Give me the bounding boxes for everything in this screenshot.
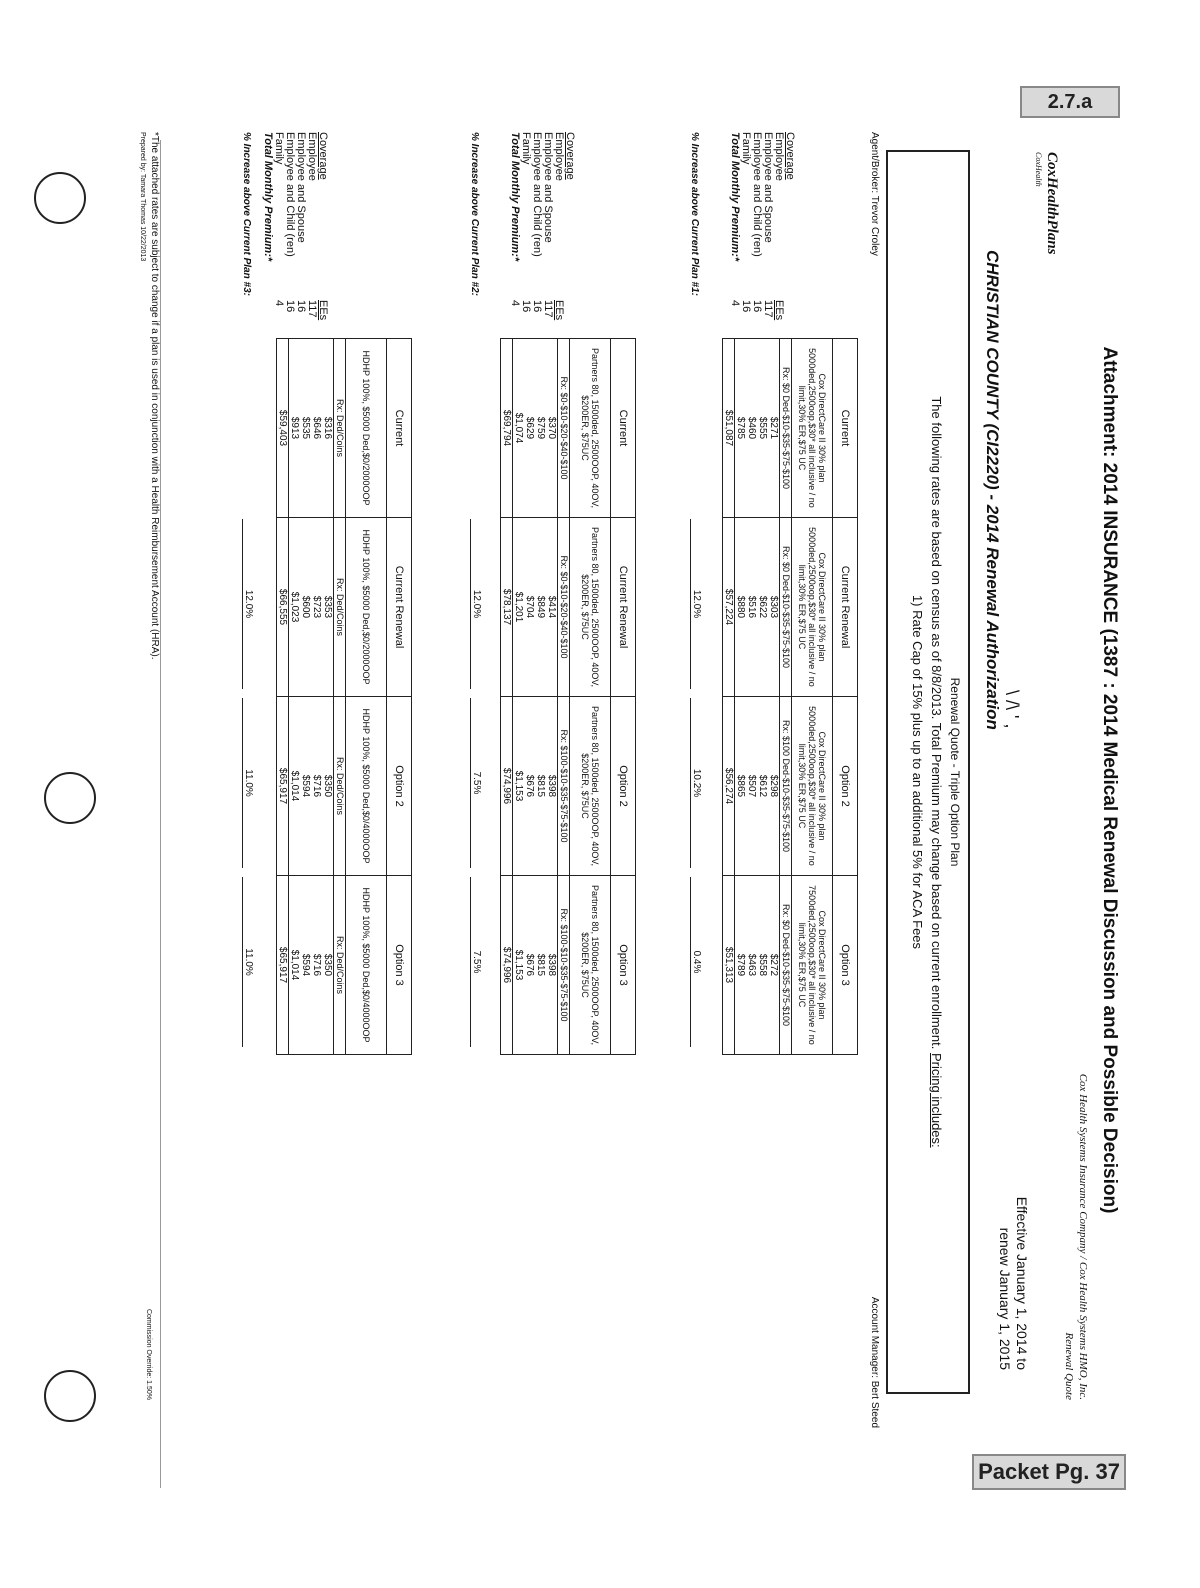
table-cell: Option 2 (387, 697, 412, 876)
account-manager: Account Manager: Bert Steed (869, 1296, 880, 1428)
table-cell: $913 (289, 339, 301, 518)
table-row (546, 339, 558, 1055)
pct-increase-value: 12.0% (470, 519, 482, 689)
table-cell: $272 (768, 876, 780, 1055)
pct-increase-label: % Increase above Current Plan #3: (241, 132, 252, 296)
table-cell: Option 3 (611, 876, 636, 1055)
pct-increase-value: 10.2% (690, 698, 702, 868)
pct-increase-value: 12.0% (690, 519, 702, 689)
table-cell: Rx: $100-$10-$35-$75-$100 (558, 876, 570, 1055)
table-cell: $463 (746, 876, 757, 1055)
table-cell: $303 (768, 518, 780, 697)
table-cell: $516 (746, 518, 757, 697)
packet-page-badge: Packet Pg. 37 (972, 1454, 1126, 1490)
table-cell: $629 (524, 339, 535, 518)
table-cell: $1,014 (289, 697, 301, 876)
table-row (300, 339, 311, 1055)
table-cell: Option 2 (611, 697, 636, 876)
table-cell: $622 (757, 518, 768, 697)
table-cell: $555 (757, 339, 768, 518)
table-cell: Rx: Ded/Coins (334, 339, 346, 518)
table-cell: HDHP 100%, $5000 Ded,$0/4000OOP (346, 876, 387, 1055)
rates-table-plan-1 (722, 338, 858, 1055)
table-cell: Current Renewal (611, 518, 636, 697)
rates-table-plan-2 (500, 338, 636, 1055)
table-cell: $316 (322, 339, 334, 518)
table-cell: $65,917 (277, 876, 289, 1055)
table-cell: Rx: $0-$10-$20-$40-$100 (558, 518, 570, 697)
table-cell: Rx: $0-$10-$20-$40-$100 (558, 339, 570, 518)
table-cell: $612 (757, 697, 768, 876)
table-cell: $74,996 (501, 697, 513, 876)
table-cell: Cox DirectCare II 30% plan 7500ded,2500oop,$30* all inclusive / no limit,30% ER,$75 UC (792, 876, 833, 1055)
table-cell: HDHP 100%, $5000 Ded,$0/2000OOP (346, 339, 387, 518)
total-row (277, 339, 289, 1055)
table-row (513, 339, 525, 1055)
table-cell: $1,153 (513, 876, 525, 1055)
table-cell: $298 (768, 697, 780, 876)
table-cell: Option 3 (833, 876, 858, 1055)
table-cell: Partners 80, 1500ded, 2500OOP, 40OV, $200ER, $75UC (570, 697, 611, 876)
binder-hole-icon (44, 772, 96, 824)
table-cell: $271 (768, 339, 780, 518)
table-cell: $759 (535, 339, 546, 518)
handwritten-mark: \ /\ ' , (1002, 690, 1022, 729)
table-cell: $723 (311, 518, 322, 697)
pct-increase-value: 11.0% (242, 698, 254, 868)
table-cell: Rx: Ded/Coins (334, 518, 346, 697)
quote-info-box: Renewal Quote - Triple Option Plan The following rates are based on census as of 8/8/2013. Total Premium may change based on current enrollment. Pricing includes: 1) Rate Cap of 15% plus up to an additional 5% for ACA Fees (886, 150, 970, 1394)
table-cell: $57,224 (723, 518, 735, 697)
table-row (768, 339, 780, 1055)
table-cell: $865 (735, 697, 747, 876)
table-cell: $78,137 (501, 518, 513, 697)
table-cell: Option 3 (387, 876, 412, 1055)
rates-table-plan-3 (276, 338, 412, 1055)
table-cell: $1,014 (289, 876, 301, 1055)
table-row (311, 339, 322, 1055)
table-row (535, 339, 546, 1055)
table-cell: Current (611, 339, 636, 518)
pct-increase-label: % Increase above Current Plan #1: (689, 132, 700, 296)
table-cell: $704 (524, 518, 535, 697)
commission-note: Commission Override: 1.50% (145, 1308, 152, 1400)
table-cell: $56,274 (723, 697, 735, 876)
table-cell: Cox DirectCare II 30% plan 5000ded,2500oop,$30* all inclusive / no limit,30% ER,$75 UC (792, 697, 833, 876)
table-cell: $716 (311, 697, 322, 876)
ees-column: EEs 117 16 16 4 (729, 300, 785, 321)
table-cell: Rx: $100-$10-$35-$75-$100 (558, 697, 570, 876)
table-cell: $1,201 (513, 518, 525, 697)
ees-column: EEs 117 16 16 4 (273, 300, 329, 321)
page-title: CHRISTIAN COUNTY (CI2220) - 2014 Renewal Authorization (983, 250, 1002, 730)
footnote: *The attached rates are subject to change if a plan is used in conjunction with a Health Reimbursement Account (HRA). (149, 132, 160, 660)
table-cell: HDHP 100%, $5000 Ded,$0/4000OOP (346, 697, 387, 876)
table-cell: $350 (322, 697, 334, 876)
table-cell: Current Renewal (833, 518, 858, 697)
effective-dates: Effective January 1, 2014 to renew January 1, 2015 (997, 1196, 1030, 1370)
binder-hole-icon (44, 1370, 96, 1422)
coverage-labels: Coverage Employee Employee and Spouse Employee and Child (ren) Family Total Monthly Premium:* (262, 132, 329, 262)
table-cell: $880 (735, 518, 747, 697)
table-cell: $676 (524, 697, 535, 876)
pct-increase-value: 0.4% (690, 877, 702, 1047)
table-cell: $600 (300, 518, 311, 697)
table-cell: $646 (311, 339, 322, 518)
table-cell: Partners 80, 1500ded, 2500OOP, 40OV, $200ER, $75UC (570, 876, 611, 1055)
ees-column: EEs 117 16 16 4 (509, 300, 565, 321)
table-cell: Current Renewal (387, 518, 412, 697)
rotated-document (120, 130, 1120, 1430)
pct-increase-value: 12.0% (242, 519, 254, 689)
pct-increase-value: 7.5% (470, 698, 482, 868)
prepared-by: Prepared by: Tamara Thomas 10/22/2013 (139, 132, 146, 262)
table-cell: $815 (535, 876, 546, 1055)
table-row (289, 339, 301, 1055)
table-row (746, 339, 757, 1055)
table-cell: $51,313 (723, 876, 735, 1055)
table-cell: $350 (322, 876, 334, 1055)
table-cell: Rx: $100 Ded-$10-$35-$75-$100 (780, 697, 792, 876)
table-cell: $785 (735, 339, 747, 518)
pct-increase-label: % Increase above Current Plan #2: (469, 132, 480, 296)
table-cell: $535 (300, 339, 311, 518)
agenda-item-badge: 2.7.a (1020, 86, 1120, 118)
pct-increase-value: 7.5% (470, 877, 482, 1047)
total-row (501, 339, 513, 1055)
table-cell: $558 (757, 876, 768, 1055)
coxhealth-logo: CoxHealthPlans CoxHealth (1034, 152, 1060, 255)
pct-increase-value: 11.0% (242, 877, 254, 1047)
table-cell: HDHP 100%, $5000 Ded,$0/2000OOP (346, 518, 387, 697)
table-cell: $507 (746, 697, 757, 876)
table-cell: Current (387, 339, 412, 518)
table-cell: $789 (735, 876, 747, 1055)
table-cell: $74,996 (501, 876, 513, 1055)
table-cell: $594 (300, 697, 311, 876)
table-cell: $1,153 (513, 697, 525, 876)
table-cell: $815 (535, 697, 546, 876)
coverage-labels: Coverage Employee Employee and Spouse Employee and Child (ren) Family Total Monthly Premium:* (509, 132, 576, 262)
table-cell: $69,794 (501, 339, 513, 518)
table-row (735, 339, 747, 1055)
table-cell: $716 (311, 876, 322, 1055)
table-cell: $594 (300, 876, 311, 1055)
table-row (524, 339, 535, 1055)
table-cell: Partners 80, 1500ded, 2500OOP, 40OV, $200ER, $75UC (570, 518, 611, 697)
table-cell: Rx: Ded/Coins (334, 876, 346, 1055)
table-row (322, 339, 334, 1055)
table-cell: Cox DirectCare II 30% plan 5000ded,2500oop,$30* all inclusive / no limit,30% ER,$75 UC (792, 518, 833, 697)
table-cell: Rx: Ded/Coins (334, 697, 346, 876)
table-cell: Current (833, 339, 858, 518)
table-cell: $414 (546, 518, 558, 697)
total-row (723, 339, 735, 1055)
table-cell: $1,023 (289, 518, 301, 697)
table-cell: $676 (524, 876, 535, 1055)
table-cell: $66,555 (277, 518, 289, 697)
table-cell: $51,087 (723, 339, 735, 518)
company-header: Cox Health Systems Insurance Company / Cox Health Systems HMO, Inc. Renewal Quote (1063, 1073, 1089, 1400)
table-cell: Cox DirectCare II 30% plan 5000ded,2500oop,$30* all inclusive / no limit,30% ER,$75 UC (792, 339, 833, 518)
table-cell: $1,074 (513, 339, 525, 518)
table-cell: Rx: $0 Ded-$10-$35-$75-$100 (780, 339, 792, 518)
table-cell: Partners 80, 1500ded, 2500OOP, 40OV, $200ER, $75UC (570, 339, 611, 518)
table-cell: $353 (322, 518, 334, 697)
table-cell: $460 (746, 339, 757, 518)
table-cell: $398 (546, 697, 558, 876)
table-cell: Rx: $0 Ded-$10-$35-$75-$100 (780, 518, 792, 697)
table-cell: Rx: $0 Ded-$10-$35-$75-$100 (780, 876, 792, 1055)
table-cell: $370 (546, 339, 558, 518)
agent-broker: Agent/Broker: Trevor Croley (869, 132, 880, 256)
table-cell: $65,917 (277, 697, 289, 876)
attachment-title: Attachment: 2014 INSURANCE (1387 : 2014 Medical Renewal Discussion and Possible Decision) (1099, 346, 1120, 1214)
table-row (757, 339, 768, 1055)
binder-hole-icon (34, 172, 86, 224)
table-cell: $59,403 (277, 339, 289, 518)
table-cell: Option 2 (833, 697, 858, 876)
coverage-labels: Coverage Employee Employee and Spouse Employee and Child (ren) Family Total Monthly Premium:* (729, 132, 796, 262)
table-cell: $398 (546, 876, 558, 1055)
table-cell: $849 (535, 518, 546, 697)
